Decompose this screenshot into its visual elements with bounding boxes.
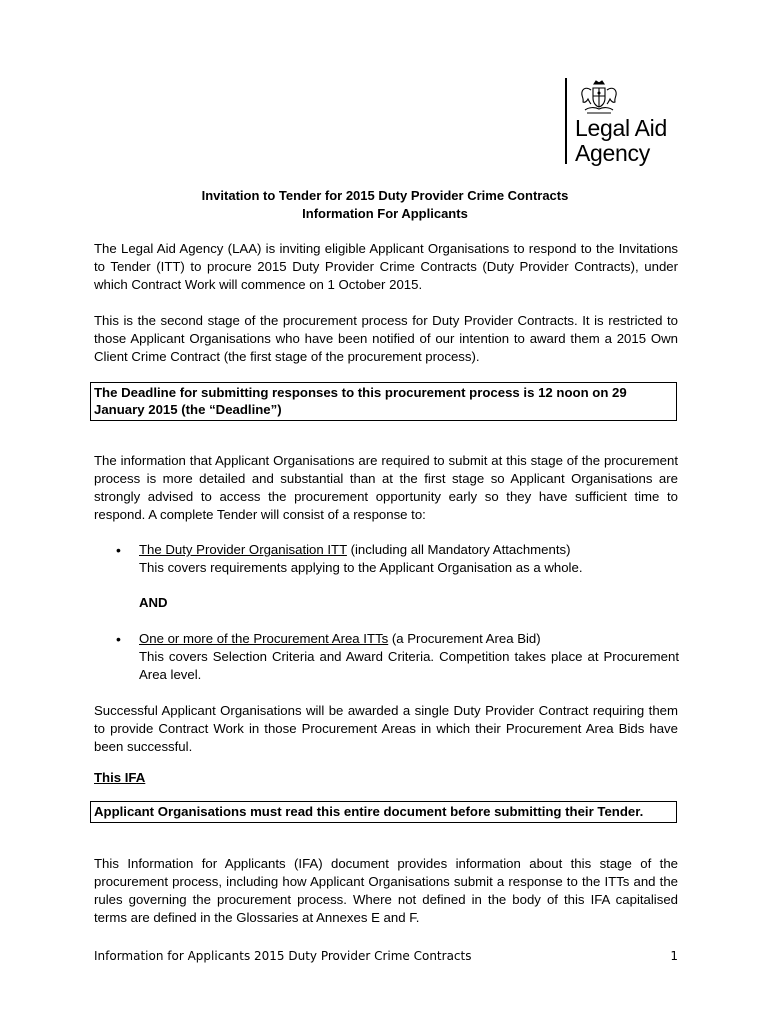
bullet-item-detail: This covers Selection Criteria and Award Criteria. Competition takes place at Procurement Area level. [139,649,679,682]
logo-wordmark [575,116,667,166]
royal-crest-icon [577,80,621,116]
bullet-item-procurement-area-itts [139,630,679,684]
intro-paragraph-2: This is the second stage of the procurement process for Duty Provider Contracts. It is restricted to those Applicant Organisations who have been notified of our intention to award them a 2015 Own Client Crime Contract (the first stage of the procurement process). [94,313,678,364]
bullet-marker: • [116,542,121,558]
footer-text: Information for Applicants 2015 Duty Provider Crime Contracts [94,949,472,963]
intro-paragraph-1: The Legal Aid Agency (LAA) is inviting eligible Applicant Organisations to respond to the Invitations to Tender (ITT) to procure 2015 Duty Provider Crime Contracts (Duty Provider Contracts), under which Contract Work will commence on 1 October 2015. [94,241,678,292]
and-label: AND [139,595,168,610]
logo-line-1: Legal Aid [575,115,667,141]
read-document-notice-box: Applicant Organisations must read this entire document before submitting their Tender. [90,801,677,823]
bullet-item-duty-provider-itt [139,541,679,577]
logo-line-2: Agency [575,140,650,166]
success-paragraph: Successful Applicant Organisations will be awarded a single Duty Provider Contract requiring them to provide Contract Work in those Procurement Areas in which their Procurement Area Bids have been successful. [94,703,678,754]
title-line-2: Information For Applicants [302,206,468,221]
logo-divider [565,78,567,164]
bullet-item-suffix: (including all Mandatory Attachments) [346,542,571,557]
duty-provider-itt-link[interactable]: The Duty Provider Organisation ITT [139,542,347,557]
bullet-item-detail: This covers requirements applying to the Applicant Organisation as a whole. [139,560,583,575]
procurement-area-itts-link[interactable]: One or more of the Procurement Area ITTs [139,631,389,646]
bullet-item-suffix: (a Procurement Area Bid) [388,631,541,646]
ifa-paragraph: This Information for Applicants (IFA) document provides information about this stage of the procurement process, including how Applicant Organisations submit a response to the ITTs and the rules governing the procurement process. Where not defined in the body of this IFA capitalised terms are defined in the Glossaries at Annexes E and F. [94,856,678,925]
section-heading-this-ifa: This IFA [94,770,146,785]
title-line-1: Invitation to Tender for 2015 Duty Provider Crime Contracts [201,188,569,203]
legal-aid-agency-logo [565,78,695,168]
bullet-marker: • [116,631,121,647]
page-number: 1 [670,949,678,963]
deadline-notice-box: The Deadline for submitting responses to this procurement process is 12 noon on 29 January 2015 (the “Deadline”) [90,382,677,421]
info-paragraph: The information that Applicant Organisations are required to submit at this stage of the procurement process is more detailed and substantial than at the first stage so Applicant Organisations are strongly advised to access the procurement opportunity early so they have sufficient time to respond. A complete Tender will consist of a response to: [94,453,678,522]
document-title [94,187,676,223]
